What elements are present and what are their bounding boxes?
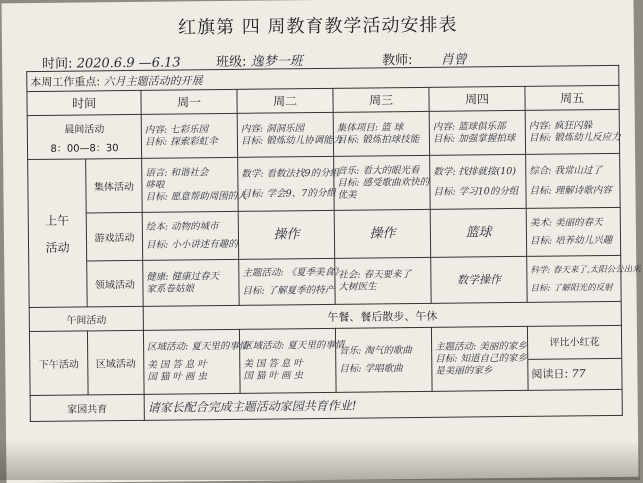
teacher-value: 肖曾 xyxy=(440,52,467,68)
games-fri: 美术: 美丽的春天 目标: 培养幼儿兴趣 xyxy=(526,207,621,256)
collective-fri: 综合: 我常山过了 目标: 理解诗歌内容 xyxy=(526,153,621,208)
col-tue: 周二 xyxy=(237,88,333,113)
pm-label: 下午活动 xyxy=(29,331,88,396)
col-time: 时间 xyxy=(27,90,141,115)
noon-label: 午间活动 xyxy=(29,306,143,331)
morning-time: 8：00—8：30 xyxy=(50,142,119,155)
pm-sub-label: 区域活动 xyxy=(87,330,144,395)
am-label: 上午 活动 xyxy=(28,159,88,308)
teacher-label: 教师: xyxy=(382,53,413,69)
games-row xyxy=(28,207,621,261)
areas-wed: 社会: 春天要来了 大树医生 xyxy=(335,257,431,304)
morning-row xyxy=(27,109,619,159)
col-fri: 周五 xyxy=(525,85,619,110)
time-label: 时间: xyxy=(42,56,73,72)
morning-fri: 内容: 疯狂闪躲 目标: 锻炼幼儿反应力 xyxy=(525,109,620,154)
pm-row xyxy=(29,325,622,395)
pm-tue: 区域活动: 夏天里的事情 美 国 答 息 叶 国 猫 叶 画 虫 xyxy=(239,328,336,393)
games-mon: 绘本: 动物的城市 目标: 小小讲述有趣的 xyxy=(142,211,238,260)
time-value: 2020.6.9 —6.13 xyxy=(76,55,181,72)
read-value: 77 xyxy=(571,367,586,381)
paper-sheet xyxy=(2,0,639,483)
areas-mon: 健康: 健康过春天 家系卷姑娘 xyxy=(143,259,239,306)
home-value: 请家长配合完成主题活动家园共育作业! xyxy=(144,389,622,420)
class-label: 班级: xyxy=(216,54,247,71)
games-label: 游戏活动 xyxy=(86,212,142,261)
pm-wed: 音乐: 淘气的歌曲 目标: 学唱歌曲 xyxy=(335,327,432,392)
areas-tue: 主题活动: 《夏季美食》 目标: 了解夏季的特产 xyxy=(239,258,335,305)
bottom-shadow xyxy=(0,440,640,480)
morning-wed: 集体项目: 篮 球 目标: 锻炼拍球技能 xyxy=(333,111,429,156)
page-title: 红旗第 四 周教育教学活动安排表 xyxy=(177,14,458,39)
class-field xyxy=(216,50,303,70)
review-title: 评比小红花 xyxy=(528,328,621,360)
teacher-field xyxy=(382,48,467,68)
games-wed: 操作 xyxy=(334,209,430,258)
morning-tue: 内容: 洞洞乐园 目标: 锻炼幼儿协调能力 xyxy=(237,112,333,157)
collective-row xyxy=(28,153,621,213)
col-thu: 周四 xyxy=(429,86,525,111)
pm-fri xyxy=(527,325,622,390)
read-label: 阅读日: xyxy=(531,367,569,381)
collective-mon: 语言: 和谐社会 哆啦 目标: 愿意帮助周围的人 xyxy=(142,157,239,212)
areas-label: 领域活动 xyxy=(87,260,143,307)
read-day xyxy=(528,359,621,388)
morning-thu: 内容: 篮球俱乐部 目标: 加强掌握拍球 xyxy=(429,110,525,155)
home-label: 家园共育 xyxy=(30,394,144,421)
morning-label: 晨间活动 xyxy=(64,123,105,136)
schedule-table xyxy=(26,65,641,422)
collective-thu: 数学: 找排就接(10) 目标: 学习10的分组 xyxy=(430,154,527,209)
collective-tue: 数学: 看数法找9的分组 目标: 学会9、7的分组 xyxy=(238,156,335,211)
collective-label: 集体活动 xyxy=(86,158,143,213)
morning-label-cell xyxy=(27,114,141,159)
noon-value: 午餐、餐后散步、午休 xyxy=(143,301,621,330)
morning-mon: 内容: 七彩乐园 目标: 探索彩虹伞 xyxy=(141,113,237,158)
collective-wed: 音乐: 看大的眼光看 目标: 感受歌曲欢快的 优美 xyxy=(334,155,431,210)
col-mon: 周一 xyxy=(141,89,237,114)
areas-thu: 数学操作 xyxy=(431,256,527,303)
focus-label: 本周工作重点: xyxy=(30,74,101,89)
areas-fri: 科学: 春天来了,太阳公公出来 目标: 了解阳光的反射 xyxy=(527,255,622,302)
pm-thu: 主题活动: 美丽的家乡 目标: 知道自己的家乡 是美丽的家乡 xyxy=(431,326,528,391)
class-value: 逸梦一班 xyxy=(250,54,303,70)
home-row xyxy=(30,389,622,421)
games-thu: 篮球 xyxy=(430,208,526,257)
games-tue: 操作 xyxy=(238,210,334,259)
pm-mon: 区域活动: 夏天里的事情 美 国 答 息 叶 国 猫 叶 画 虫 xyxy=(143,329,240,394)
areas-row xyxy=(29,255,622,307)
col-wed: 周三 xyxy=(333,87,429,112)
focus-value: 六月主题活动的开展 xyxy=(103,73,203,88)
